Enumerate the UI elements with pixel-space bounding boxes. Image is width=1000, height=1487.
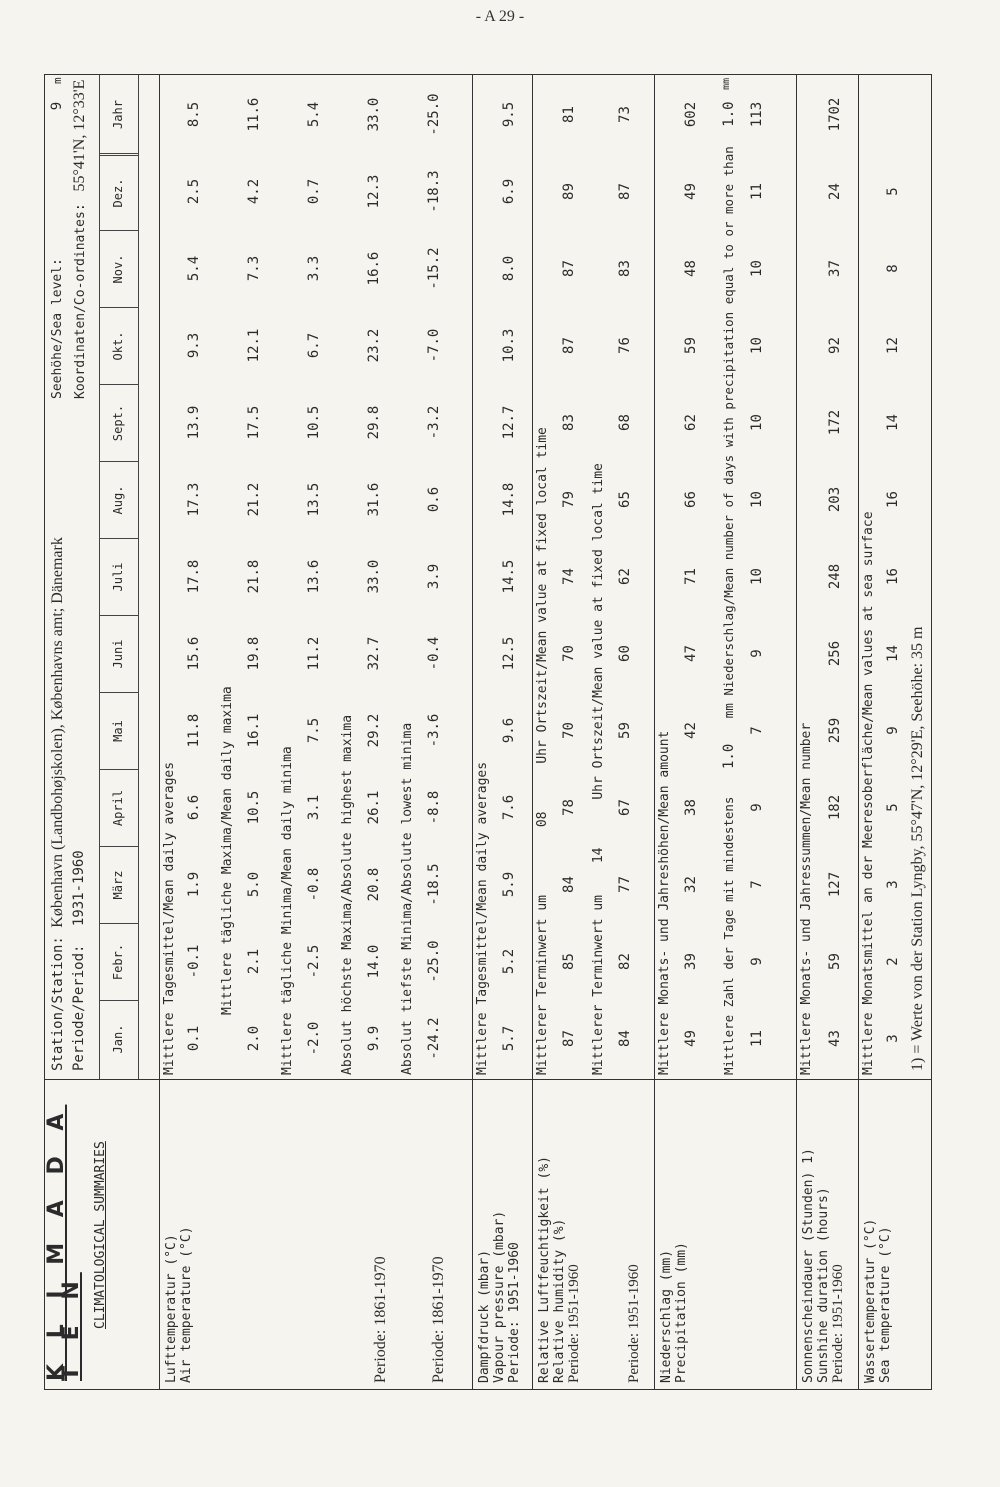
value-cell: 5.9	[501, 871, 517, 898]
value-cell: -0.4	[426, 636, 442, 671]
value-cell: 20.8	[366, 867, 382, 902]
coords-label: Koordinaten/Co-ordinates:	[73, 203, 88, 399]
month-header-cell: April	[100, 769, 138, 846]
value-cell: 0.6	[426, 486, 442, 513]
vapour-label-de: Dampfdruck (mbar)	[477, 1249, 492, 1383]
value-cell: 12.1	[246, 328, 262, 363]
month-header-cell: Dez.	[100, 153, 138, 230]
value-cell: 6.7	[306, 332, 322, 359]
sea-label-en: Sea temperature (°C)	[878, 1226, 893, 1383]
precip-amount-row	[683, 75, 703, 1079]
value-cell: 79	[561, 491, 577, 508]
month-header-cell: Nov.	[100, 230, 138, 307]
value-cell: 49	[683, 183, 699, 200]
sea-level-unit: m	[51, 77, 64, 85]
value-cell: 87	[561, 337, 577, 354]
value-cell: 5.4	[306, 101, 322, 128]
value-cell: 2.1	[246, 948, 262, 975]
value-cell: 66	[683, 491, 699, 508]
value-cell: 9.9	[366, 1025, 382, 1052]
value-cell: 12.5	[501, 636, 517, 671]
air-side	[160, 1079, 472, 1389]
value-cell: 65	[617, 491, 633, 508]
value-cell: 12	[885, 337, 901, 354]
air-absmin-row	[426, 75, 446, 1079]
value-cell: 9	[885, 726, 901, 735]
value-cell: 17.5	[246, 405, 262, 440]
air-main	[160, 75, 472, 1079]
value-cell: 33.0	[366, 97, 382, 132]
value-cell: 10	[749, 568, 765, 585]
value-cell: 85	[561, 953, 577, 970]
value-cell: 71	[683, 568, 699, 585]
month-header-cell: März	[100, 846, 138, 923]
value-cell: 6.9	[501, 178, 517, 205]
value-cell: 89	[561, 183, 577, 200]
value-cell: 3.3	[306, 255, 322, 282]
value-cell: 38	[683, 799, 699, 816]
humidity-period-2: Periode: 1951-1960	[626, 1264, 642, 1383]
value-cell: 10	[749, 337, 765, 354]
section-precipitation	[654, 75, 796, 1389]
value-cell: 113	[749, 101, 765, 128]
value-cell: 62	[617, 568, 633, 585]
humidity-label-de: Relative Luftfeuchtigkeit (%)	[537, 1156, 552, 1383]
humidity-side	[533, 1079, 654, 1389]
value-cell: 87	[561, 260, 577, 277]
sunshine-label-de: Sonnenscheindauer (Stunden) 1)	[801, 1148, 816, 1383]
value-cell: 11	[749, 1030, 765, 1047]
value-cell: 4.2	[246, 178, 262, 205]
value-cell: 6.6	[186, 794, 202, 821]
value-cell: 16.6	[366, 251, 382, 286]
value-cell: 0.1	[186, 1025, 202, 1052]
period-value: 1931-1960	[71, 850, 87, 927]
value-cell: 16	[885, 491, 901, 508]
sea-main	[859, 75, 931, 1079]
value-cell: 68	[617, 414, 633, 431]
period-label: Periode/Period:	[71, 944, 87, 1071]
value-cell: 33.0	[366, 559, 382, 594]
value-cell: 14.5	[501, 559, 517, 594]
value-cell: 602	[683, 101, 699, 128]
humidity-caption-2-b: Uhr Ortszeit/Mean value at fixed local time	[591, 463, 606, 800]
value-cell: 84	[617, 1030, 633, 1047]
humidity-main	[533, 75, 654, 1079]
value-cell: 84	[561, 876, 577, 893]
value-cell: -18.5	[426, 863, 442, 906]
value-cell: 9	[749, 957, 765, 966]
value-cell: 3	[885, 1034, 901, 1043]
precip-main	[655, 75, 796, 1079]
air-max-caption: Mittlere tägliche Maxima/Mean daily maxima	[220, 686, 235, 1015]
section-air-temperature	[159, 75, 472, 1389]
value-cell: 3.1	[306, 794, 322, 821]
sunshine-side	[797, 1079, 858, 1389]
value-cell: 8	[885, 264, 901, 273]
page-number: - A 29 -	[475, 8, 525, 25]
value-cell: 14.8	[501, 482, 517, 517]
sunshine-caption: Mittlere Monats- und Jahressummen/Mean number	[799, 722, 814, 1075]
precip-amount-caption: Mittlere Monats- und Jahreshöhen/Mean amount	[657, 730, 672, 1075]
value-cell: 23.2	[366, 328, 382, 363]
value-cell: 12.3	[366, 174, 382, 209]
month-header-cell: Juni	[100, 615, 138, 692]
humidity-caption-1	[535, 427, 550, 1075]
value-cell: 1.9	[186, 871, 202, 898]
air-absmax-caption: Absolut höchste Maxima/Absolute highest maxima	[340, 714, 355, 1075]
value-cell: 17.3	[186, 482, 202, 517]
value-cell: 87	[561, 1030, 577, 1047]
value-cell: 32.7	[366, 636, 382, 671]
sunshine-row	[827, 75, 847, 1079]
value-cell: -24.2	[426, 1017, 442, 1060]
sea-caption: Mittlere Monatsmittel an der Meeresoberfläche/Mean values at sea surface	[861, 511, 876, 1075]
value-cell: 7	[749, 880, 765, 889]
value-cell: 3.9	[426, 563, 442, 590]
value-cell: -25.0	[426, 940, 442, 983]
value-cell: 13.5	[306, 482, 322, 517]
value-cell: 259	[827, 717, 843, 744]
air-min-caption: Mittlere tägliche Minima/Mean daily minima	[280, 746, 295, 1075]
value-cell: 16.1	[246, 713, 262, 748]
sea-side	[859, 1079, 931, 1389]
value-cell: 12.7	[501, 405, 517, 440]
value-cell: 3	[885, 880, 901, 889]
value-cell: 76	[617, 337, 633, 354]
sea-level-value: 9	[49, 101, 65, 111]
month-header-cell: Mai	[100, 692, 138, 769]
value-cell: 10	[749, 491, 765, 508]
value-cell: 83	[561, 414, 577, 431]
value-cell: 78	[561, 799, 577, 816]
precip-days-row	[749, 75, 769, 1079]
humidity-label-en: Relative humidity (%)	[552, 1218, 567, 1383]
humidity-caption-2-a: Mittlerer Terminwert um	[591, 894, 606, 1075]
coords-value: 55°41'N, 12°33'E	[71, 79, 88, 192]
humidity-caption-2	[591, 463, 606, 1075]
air-min-row	[306, 75, 326, 1079]
value-cell: 182	[827, 794, 843, 821]
value-cell: 11	[749, 183, 765, 200]
precip-days-caption-b: mm Niederschlag/Mean number of days with precipitation equal to or more than	[721, 146, 736, 719]
value-cell: 82	[617, 953, 633, 970]
value-cell: 21.2	[246, 482, 262, 517]
section-sea-temperature	[858, 75, 931, 1389]
value-cell: -3.6	[426, 713, 442, 748]
value-cell: -2.0	[306, 1021, 322, 1056]
value-cell: 24	[827, 183, 843, 200]
precip-side	[655, 1079, 796, 1389]
value-cell: 5	[885, 187, 901, 196]
value-cell: 172	[827, 409, 843, 436]
value-cell: 14.0	[366, 944, 382, 979]
value-cell: -18.3	[426, 170, 442, 213]
sunshine-period: Periode: 1951-1960	[830, 1264, 846, 1383]
value-cell: 13.6	[306, 559, 322, 594]
air-absmin-caption: Absolut tiefste Minima/Absolute lowest minima	[400, 722, 415, 1075]
value-cell: 29.2	[366, 713, 382, 748]
section-vapour-pressure	[472, 75, 532, 1389]
month-header-cell: Okt.	[100, 307, 138, 384]
value-cell: 2.0	[246, 1025, 262, 1052]
value-cell: 59	[617, 722, 633, 739]
value-cell: 256	[827, 640, 843, 667]
value-cell: 11.8	[186, 713, 202, 748]
value-cell: 29.8	[366, 405, 382, 440]
value-cell: 49	[683, 1030, 699, 1047]
month-header-cell: Juli	[100, 538, 138, 615]
air-label-en: Air temperature (°C)	[179, 1226, 194, 1383]
air-mean-row	[186, 75, 206, 1079]
month-header	[99, 75, 139, 1079]
value-cell: -3.2	[426, 405, 442, 440]
value-cell: -0.1	[186, 944, 202, 979]
humidity-row-08	[561, 75, 581, 1079]
value-cell: 7.3	[246, 255, 262, 282]
value-cell: 48	[683, 260, 699, 277]
value-cell: 62	[683, 414, 699, 431]
vapour-period: Periode: 1951-1960	[507, 1242, 522, 1383]
value-cell: 10.5	[306, 405, 322, 440]
sunshine-main	[797, 75, 858, 1079]
station-name: København (Landbohøjskolen), Københavns amt; Dänemark	[49, 537, 66, 928]
value-cell: 5.4	[186, 255, 202, 282]
value-cell: 15.6	[186, 636, 202, 671]
value-cell: 248	[827, 563, 843, 590]
value-cell: 2.5	[186, 178, 202, 205]
coords-line	[71, 80, 89, 399]
value-cell: 73	[617, 106, 633, 123]
station-label: Station/Station:	[50, 936, 66, 1071]
humidity-row-14	[617, 75, 637, 1079]
section-sunshine	[796, 75, 858, 1389]
value-cell: -7.0	[426, 328, 442, 363]
value-cell: 9.6	[501, 717, 517, 744]
value-cell: 67	[617, 799, 633, 816]
value-cell: -2.5	[306, 944, 322, 979]
value-cell: 5.7	[501, 1025, 517, 1052]
value-cell: 77	[617, 876, 633, 893]
value-cell: 59	[827, 953, 843, 970]
value-cell: 26.1	[366, 790, 382, 825]
sea-level-label: Seehöhe/Sea level:	[50, 258, 65, 399]
humidity-caption-1-a: Mittlerer Terminwert um	[535, 894, 550, 1075]
value-cell: 70	[561, 645, 577, 662]
value-cell: 10	[749, 260, 765, 277]
value-cell: 21.8	[246, 559, 262, 594]
value-cell: 7.6	[501, 794, 517, 821]
air-max-row	[246, 75, 266, 1079]
value-cell: 43	[827, 1030, 843, 1047]
vapour-row	[501, 75, 521, 1079]
value-cell: 8.5	[186, 101, 202, 128]
month-header-cell: Jahr	[111, 100, 125, 129]
value-cell: 8.0	[501, 255, 517, 282]
vapour-caption: Mittlere Tagesmittel/Mean daily averages	[475, 761, 490, 1075]
precip-days-caption-val2: 1.0	[721, 101, 737, 127]
value-cell: 11.6	[246, 97, 262, 132]
value-cell: 10.5	[246, 790, 262, 825]
value-cell: 47	[683, 645, 699, 662]
precip-days-caption-a: Mittlere Zahl der Tage mit mindestens	[721, 796, 736, 1075]
value-cell: 13.9	[186, 405, 202, 440]
sea-label-de: Wassertemperatur (°C)	[863, 1218, 878, 1383]
sea-level-line	[49, 77, 65, 399]
value-cell: 14	[885, 645, 901, 662]
sea-row	[885, 75, 905, 1079]
value-cell: 5.0	[246, 871, 262, 898]
value-cell: 39	[683, 953, 699, 970]
month-header-cell: Sept.	[100, 384, 138, 461]
precip-label-de: Niederschlag (mm)	[659, 1249, 674, 1383]
footnote: 1) = Werte von der Station Lyngby, 55°47'N, 12°29'E, Seehöhe: 35 m	[909, 626, 926, 1071]
humidity-caption-2-hour: 14	[591, 847, 606, 864]
document-subtitle: CLIMATOLOGICAL SUMMARIES	[93, 1141, 108, 1329]
period-line	[71, 850, 87, 1071]
value-cell: 7	[749, 726, 765, 735]
header-band	[45, 75, 159, 1389]
value-cell: 74	[561, 568, 577, 585]
vapour-side	[473, 1079, 532, 1389]
value-cell: 87	[617, 183, 633, 200]
humidity-period-1: Periode: 1951-1960	[566, 1264, 582, 1383]
header-main	[45, 75, 159, 1079]
value-cell: 9.5	[501, 101, 517, 128]
vapour-label-en: Vapour pressure (mbar)	[492, 1210, 507, 1383]
value-cell: 19.8	[246, 636, 262, 671]
precip-days-caption-val: 1.0	[721, 743, 737, 770]
air-period-1: Periode: 1861-1970	[372, 1256, 389, 1383]
climate-table	[44, 74, 932, 1390]
value-cell: 7.5	[306, 717, 322, 744]
value-cell: 32	[683, 876, 699, 893]
document-title: K L I M A D A T E N	[44, 1104, 84, 1381]
air-label-de: Lufttemperatur (°C)	[164, 1234, 179, 1383]
value-cell: -0.8	[306, 867, 322, 902]
value-cell: 14	[885, 414, 901, 431]
station-line	[49, 537, 67, 1071]
value-cell: 83	[617, 260, 633, 277]
value-cell: 16	[885, 568, 901, 585]
month-header-cell: Febr.	[100, 923, 138, 1000]
header-side	[45, 1079, 159, 1389]
value-cell: 42	[683, 722, 699, 739]
value-cell: 31.6	[366, 482, 382, 517]
humidity-caption-1-b: Uhr Ortszeit/Mean value at fixed local time	[535, 427, 550, 764]
month-header-cell: Aug.	[100, 461, 138, 538]
value-cell: 10.3	[501, 328, 517, 363]
value-cell: 9	[749, 649, 765, 658]
value-cell: -8.8	[426, 790, 442, 825]
air-absmax-row	[366, 75, 386, 1079]
value-cell: 17.8	[186, 559, 202, 594]
value-cell: 5	[885, 803, 901, 812]
precip-days-caption-unit: mm	[721, 77, 732, 90]
value-cell: 203	[827, 486, 843, 513]
value-cell: 1702	[827, 97, 843, 132]
value-cell: 92	[827, 337, 843, 354]
value-cell: 37	[827, 260, 843, 277]
precip-days-caption	[721, 78, 737, 1075]
value-cell: 9.3	[186, 332, 202, 359]
month-header-cell: Jan.	[100, 1000, 138, 1077]
value-cell: 2	[885, 957, 901, 966]
value-cell: 60	[617, 645, 633, 662]
value-cell: 10	[749, 414, 765, 431]
value-cell: 9	[749, 803, 765, 812]
value-cell: -25.0	[426, 93, 442, 136]
section-humidity	[532, 75, 654, 1389]
value-cell: 11.2	[306, 636, 322, 671]
vapour-main	[473, 75, 532, 1079]
value-cell: 59	[683, 337, 699, 354]
precip-label-en: Precipitation (mm)	[674, 1242, 689, 1383]
sunshine-label-en: Sunshine duration (hours)	[816, 1187, 831, 1383]
humidity-caption-1-hour: 08	[535, 811, 550, 828]
air-period-2: Periode: 1861-1970	[430, 1256, 447, 1383]
value-cell: 0.7	[306, 178, 322, 205]
value-cell: -15.2	[426, 247, 442, 290]
value-cell: 70	[561, 722, 577, 739]
value-cell: 5.2	[501, 948, 517, 975]
air-mean-caption: Mittlere Tagesmittel/Mean daily averages	[162, 761, 177, 1075]
value-cell: 81	[561, 106, 577, 123]
value-cell: 127	[827, 871, 843, 898]
